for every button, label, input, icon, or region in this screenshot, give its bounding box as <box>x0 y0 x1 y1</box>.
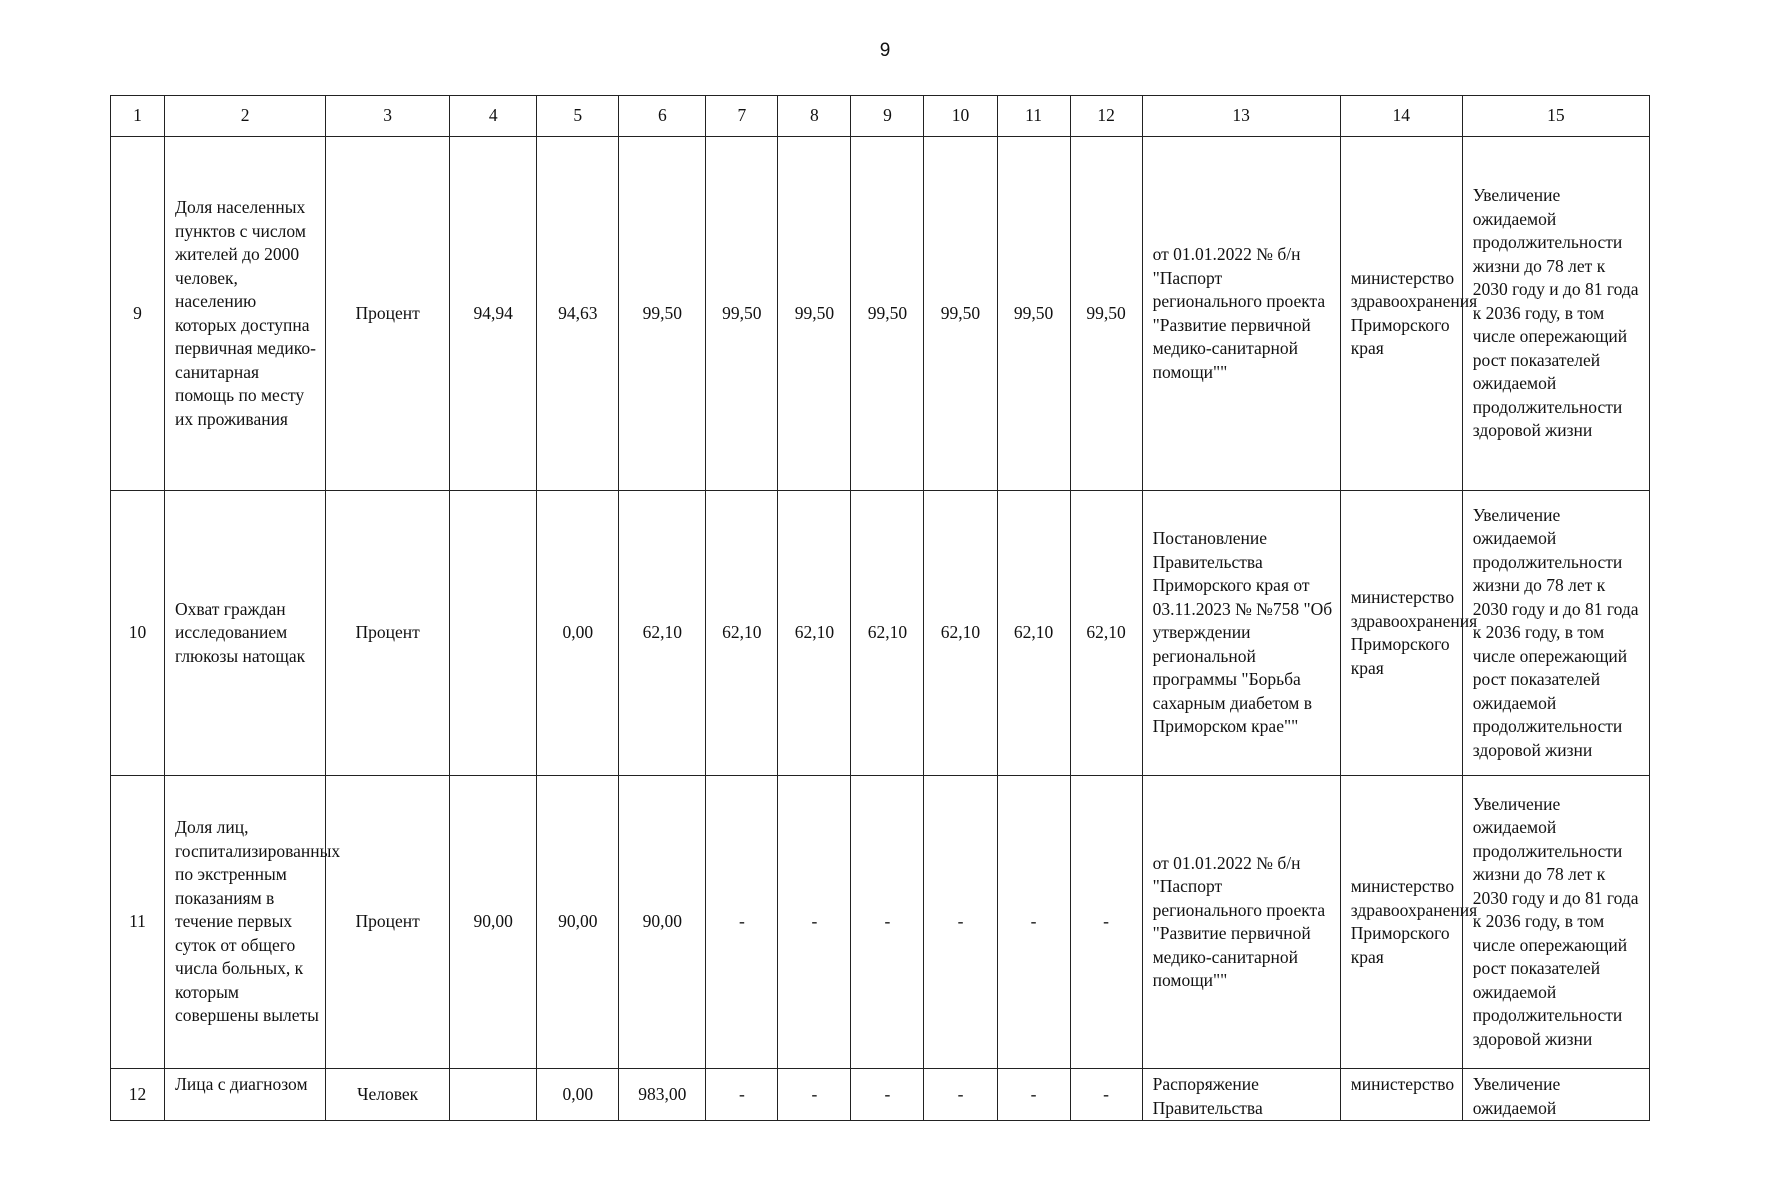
unit-cell: Процент <box>326 776 450 1069</box>
value-cell: - <box>997 1069 1070 1121</box>
value-cell: - <box>997 776 1070 1069</box>
value-cell: - <box>924 776 997 1069</box>
unit-cell: Процент <box>326 491 450 776</box>
indicator-name: Доля населенных пунктов с числом жителей до 2000 человек, населению которых доступна первичная медико-санитарная помощь по месту их проживания <box>165 137 326 491</box>
responsible-body: министерство <box>1340 1069 1462 1121</box>
national-goal: Увеличение ожидаемой <box>1462 1069 1649 1121</box>
document-basis: Постановление Правительства Приморского края от 03.11.2023 № №758 "Об утверждении региональной программы "Борьба сахарным диабетом в Приморском крае"" <box>1142 491 1340 776</box>
value-cell: 99,50 <box>778 137 851 491</box>
document-basis: от 01.01.2022 № б/н "Паспорт регионального проекта "Развитие первичной медико-санитарной помощи"" <box>1142 776 1340 1069</box>
table-row <box>111 137 1650 491</box>
value-cell: 99,50 <box>997 137 1070 491</box>
value-cell: - <box>778 1069 851 1121</box>
responsible-body: министерство здравоохранения Приморского края <box>1340 137 1462 491</box>
header-cell: 7 <box>706 96 778 137</box>
unit-cell: Человек <box>326 1069 450 1121</box>
header-cell: 9 <box>851 96 924 137</box>
value-cell: 0,00 <box>537 1069 619 1121</box>
value-cell: 983,00 <box>619 1069 706 1121</box>
header-cell: 2 <box>165 96 326 137</box>
indicator-name: Доля лиц, госпитализированных по экстренным показаниям в течение первых суток от общего числа больных, к которым совершены вылеты <box>165 776 326 1069</box>
national-goal: Увеличение ожидаемой продолжительности жизни до 78 лет к 2030 году и до 81 года к 2036 году, в том числе опережающий рост показателей ожидаемой продолжительности здоровой жизни <box>1462 776 1649 1069</box>
row-number: 9 <box>111 137 165 491</box>
value-cell: 0,00 <box>537 491 619 776</box>
header-cell: 10 <box>924 96 997 137</box>
national-goal: Увеличение ожидаемой продолжительности жизни до 78 лет к 2030 году и до 81 года к 2036 году, в том числе опережающий рост показателей ожидаемой продолжительности здоровой жизни <box>1462 137 1649 491</box>
value-cell: - <box>1070 1069 1142 1121</box>
header-cell: 13 <box>1142 96 1340 137</box>
row-number: 10 <box>111 491 165 776</box>
row-number: 11 <box>111 776 165 1069</box>
value-cell: - <box>924 1069 997 1121</box>
row-number: 12 <box>111 1069 165 1121</box>
header-cell: 11 <box>997 96 1070 137</box>
header-cell: 8 <box>778 96 851 137</box>
value-cell: 99,50 <box>851 137 924 491</box>
value-cell: 62,10 <box>1070 491 1142 776</box>
value-cell: 62,10 <box>778 491 851 776</box>
national-goal: Увеличение ожидаемой продолжительности жизни до 78 лет к 2030 году и до 81 года к 2036 году, в том числе опережающий рост показателей ожидаемой продолжительности здоровой жизни <box>1462 491 1649 776</box>
value-cell: 90,00 <box>450 776 537 1069</box>
header-cell: 15 <box>1462 96 1649 137</box>
value-cell: 94,94 <box>450 137 537 491</box>
value-cell: 62,10 <box>619 491 706 776</box>
value-cell: 62,10 <box>997 491 1070 776</box>
table-row <box>111 1069 1650 1121</box>
responsible-body: министерство здравоохранения Приморского края <box>1340 776 1462 1069</box>
table-row <box>111 776 1650 1069</box>
value-cell: 62,10 <box>851 491 924 776</box>
value-cell <box>450 1069 537 1121</box>
header-cell: 6 <box>619 96 706 137</box>
indicator-name: Лица с диагнозом <box>165 1069 326 1121</box>
value-cell: - <box>851 776 924 1069</box>
responsible-body: министерство здравоохранения Приморского края <box>1340 491 1462 776</box>
indicator-name: Охват граждан исследованием глюкозы натощак <box>165 491 326 776</box>
header-cell: 1 <box>111 96 165 137</box>
header-cell: 12 <box>1070 96 1142 137</box>
value-cell: - <box>1070 776 1142 1069</box>
value-cell: 99,50 <box>706 137 778 491</box>
value-cell: - <box>778 776 851 1069</box>
table-row <box>111 491 1650 776</box>
value-cell: 99,50 <box>924 137 997 491</box>
document-basis: Распоряжение Правительства <box>1142 1069 1340 1121</box>
value-cell: - <box>851 1069 924 1121</box>
value-cell: - <box>706 1069 778 1121</box>
table-header-row <box>111 96 1650 137</box>
value-cell: 90,00 <box>619 776 706 1069</box>
value-cell: 62,10 <box>924 491 997 776</box>
value-cell <box>450 491 537 776</box>
value-cell: 94,63 <box>537 137 619 491</box>
header-cell: 4 <box>450 96 537 137</box>
unit-cell: Процент <box>326 137 450 491</box>
indicators-table <box>110 95 1650 1121</box>
value-cell: 99,50 <box>1070 137 1142 491</box>
header-cell: 5 <box>537 96 619 137</box>
value-cell: 90,00 <box>537 776 619 1069</box>
header-cell: 14 <box>1340 96 1462 137</box>
value-cell: 99,50 <box>619 137 706 491</box>
value-cell: - <box>706 776 778 1069</box>
document-basis: от 01.01.2022 № б/н "Паспорт регионального проекта "Развитие первичной медико-санитарной помощи"" <box>1142 137 1340 491</box>
header-cell: 3 <box>326 96 450 137</box>
value-cell: 62,10 <box>706 491 778 776</box>
page-number: 9 <box>879 40 891 61</box>
